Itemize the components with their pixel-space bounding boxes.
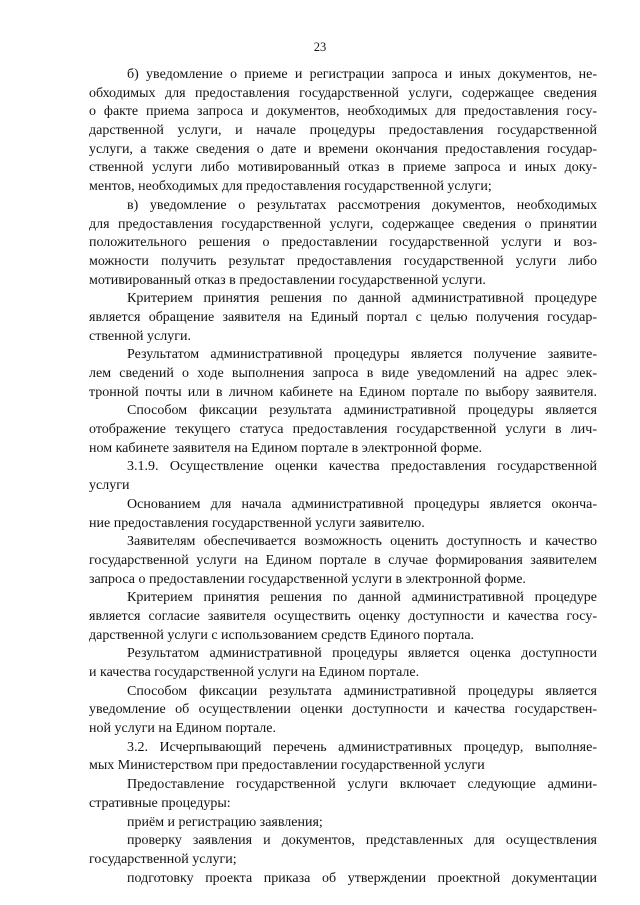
text-line: ние предоставления государственной услуги заявителю. — [89, 515, 425, 531]
text-line: услуги, а также сведения о дате и времени окончания предоставления государ- — [89, 141, 597, 157]
text-line: лем сведений о ходе выполнения запроса в виде уведомлений на адрес элек- — [89, 366, 597, 381]
text-line: Способом фиксации результата административной процедуры является — [127, 683, 597, 699]
text-line: ственной услуги либо мотивированный отказ в приеме запроса и иных доку- — [89, 160, 597, 176]
text-line: приём и регистрацию заявления; — [127, 814, 323, 830]
text-line: Результатом административной процедуры является получение заявите- — [127, 347, 597, 363]
text-line: мых Министерством при предоставлении государственной услуги — [89, 758, 485, 774]
text-line: в) уведомление о результатах рассмотрения документов, необходимых — [127, 197, 597, 213]
text-line: ственной услуги. — [89, 328, 191, 344]
text-line: б) уведомление о приеме и регистрации запроса и иных документов, не- — [127, 67, 597, 82]
text-line: Критерием принятия решения по данной административной процедуре — [127, 590, 597, 606]
text-line: дарственной услуги, и начале процедуры предоставления государственной — [89, 123, 597, 139]
text-line: Способом фиксации результата административной процедуры является — [127, 403, 597, 419]
text-line: можности получить результат предоставления государственной услуги либо — [89, 253, 597, 269]
text-line: тронной почты или в личном кабинете на Едином портале по выбору заявителя. — [89, 384, 597, 400]
text-line: положительного решения о предоставлении государственной услуги и воз- — [89, 235, 597, 251]
text-line: 3.2. Исчерпывающий перечень административных процедур, выполняе- — [127, 739, 597, 755]
text-line: ном кабинете заявителя на Едином портале в электронной форме. — [89, 440, 483, 456]
text-line: Основанием для начала административной процедуры является оконча- — [127, 496, 597, 512]
text-line: государственной услуги на Едином портале в случае формирования заявителем — [89, 552, 597, 568]
text-line: и качества государственной услуги на Едином портале. — [89, 665, 420, 680]
text-line: уведомление об осуществлении оценки доступности и качества государствен- — [89, 702, 597, 718]
text-line: является обращение заявителя на Единый портал с целью получения государ- — [89, 309, 597, 325]
text-line: стративные процедуры: — [89, 795, 231, 811]
text-line: подготовку проекта приказа об утверждении проектной документации — [127, 870, 597, 886]
text-line: отображение текущего статуса предоставления государственной услуги в лич- — [89, 422, 597, 438]
text-line: Предоставление государственной услуги включает следующие админи- — [127, 777, 597, 793]
text-line: услуги — [89, 478, 130, 494]
text-line: 3.1.9. Осуществление оценки качества предоставления государственной — [127, 459, 597, 475]
text-line: ментов, необходимых для предоставления государственной услуги; — [89, 179, 492, 195]
text-line: о факте приема запроса и документов, необходимых для предоставления госу- — [89, 104, 597, 120]
text-line: мотивированный отказ в предоставлении государственной услуги. — [89, 272, 486, 288]
text-line: проверку заявления и документов, представленных для осуществления — [127, 833, 597, 849]
text-line: является согласие заявителя осуществить оценку доступности и качества госу- — [89, 608, 597, 624]
text-line: государственной услуги; — [89, 851, 237, 867]
text-line: Результатом административной процедуры является оценка доступности — [127, 646, 597, 662]
text-line: Заявителям обеспечивается возможность оценить доступность и качество — [127, 534, 597, 550]
text-line: ной услуги на Едином портале. — [89, 721, 277, 737]
page-number: 23 — [313, 40, 327, 54]
text-line: обходимых для предоставления государственной услуги, содержащее сведения — [89, 85, 597, 101]
text-line: запроса о предоставлении государственной услуги в электронной форме. — [89, 571, 526, 587]
text-line: дарственной услуги с использованием средств Единого портала. — [89, 627, 475, 643]
document-body — [89, 66, 597, 888]
text-line: для предоставления государственной услуги, содержащее сведения о принятии — [89, 216, 597, 232]
text-line: Критерием принятия решения по данной административной процедуре — [127, 291, 597, 307]
